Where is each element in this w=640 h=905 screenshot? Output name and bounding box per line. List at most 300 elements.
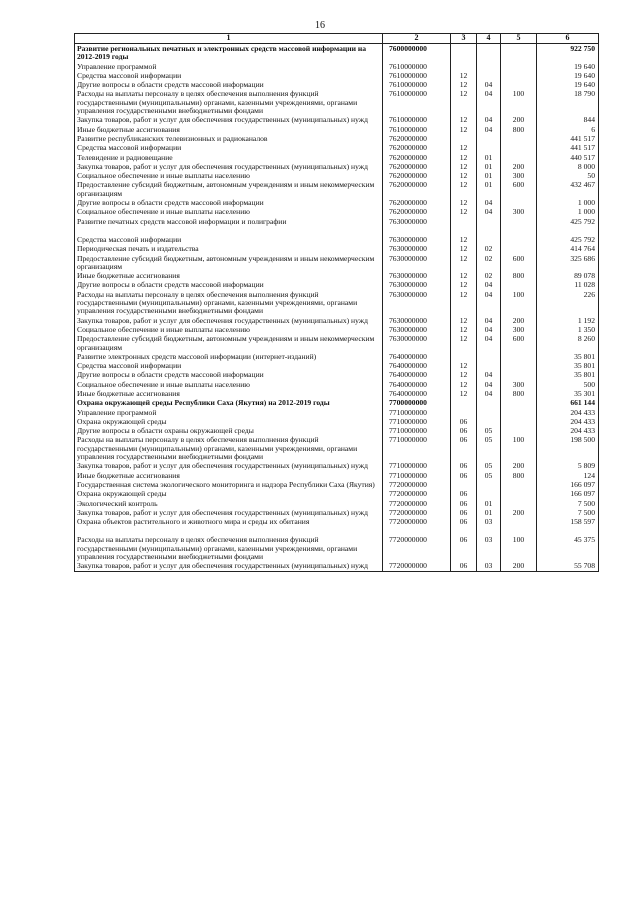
row-name: Расходы на выплаты персоналу в целях обеспечения выполнения функций государственными (муниципальными) органами, казенными учреждениями, органами управления государственными внебюджетными фондами (75, 290, 383, 316)
row-subsection: 01 (477, 508, 501, 517)
row-section: 12 (451, 198, 477, 207)
row-expense-type: 200 (501, 461, 537, 470)
row-amount: 18 790 (537, 89, 599, 115)
row-name: Развитие региональных печатных и электронных средств массовой информации на 2012-2019 годы (75, 44, 383, 62)
header-col-3: 3 (451, 34, 477, 44)
row-expense-type (501, 280, 537, 289)
row-name: Закупка товаров, работ и услуг для обеспечения государственных (муниципальных) нужд (75, 162, 383, 171)
row-expense-type (501, 143, 537, 152)
row-code: 7640000000 (383, 361, 451, 370)
table-row (75, 398, 599, 407)
row-subsection (477, 143, 501, 152)
row-subsection: 02 (477, 244, 501, 253)
table-row (75, 162, 599, 171)
table-row (75, 171, 599, 180)
row-code: 7630000000 (383, 271, 451, 280)
row-section: 12 (451, 207, 477, 216)
row-subsection: 02 (477, 271, 501, 280)
row-expense-type: 100 (501, 290, 537, 316)
row-expense-type (501, 361, 537, 370)
table-row (75, 271, 599, 280)
row-amount: 11 028 (537, 280, 599, 289)
row-section (451, 352, 477, 361)
row-code: 7640000000 (383, 352, 451, 361)
row-subsection: 01 (477, 499, 501, 508)
row-subsection: 04 (477, 89, 501, 115)
row-section: 12 (451, 71, 477, 80)
row-section: 12 (451, 171, 477, 180)
row-subsection: 04 (477, 370, 501, 379)
row-amount: 35 801 (537, 352, 599, 361)
row-subsection: 04 (477, 290, 501, 316)
row-name: Развитие печатных средств массовой информации и полиграфии (75, 217, 383, 235)
row-amount: 441 517 (537, 134, 599, 143)
table-row (75, 290, 599, 316)
row-expense-type (501, 499, 537, 508)
row-name: Управление программой (75, 62, 383, 71)
row-code: 7720000000 (383, 535, 451, 561)
row-section: 12 (451, 280, 477, 289)
row-subsection: 04 (477, 325, 501, 334)
row-name: Охрана объектов растительного и животного мира и среды их обитания (75, 517, 383, 535)
row-subsection (477, 134, 501, 143)
budget-table (74, 33, 599, 572)
row-subsection (477, 480, 501, 489)
row-amount: 6 (537, 125, 599, 134)
row-subsection: 04 (477, 334, 501, 352)
table-row (75, 198, 599, 207)
row-name: Средства массовой информации (75, 71, 383, 80)
row-expense-type: 300 (501, 207, 537, 216)
row-subsection: 04 (477, 207, 501, 216)
header-col-2: 2 (383, 34, 451, 44)
row-amount: 158 597 (537, 517, 599, 535)
row-subsection: 05 (477, 461, 501, 470)
row-amount: 198 500 (537, 435, 599, 461)
row-code: 7640000000 (383, 380, 451, 389)
row-code: 7610000000 (383, 125, 451, 134)
row-expense-type (501, 489, 537, 498)
table-row (75, 461, 599, 470)
row-code: 7610000000 (383, 89, 451, 115)
row-subsection: 04 (477, 380, 501, 389)
table-row (75, 244, 599, 253)
row-name: Другие вопросы в области средств массовой информации (75, 198, 383, 207)
row-name: Охрана окружающей среды Республики Саха (Якутия) на 2012-2019 годы (75, 398, 383, 407)
row-subsection (477, 235, 501, 244)
row-expense-type (501, 198, 537, 207)
row-name: Закупка товаров, работ и услуг для обеспечения государственных (муниципальных) нужд (75, 508, 383, 517)
row-name: Другие вопросы в области средств массовой информации (75, 80, 383, 89)
row-code: 7710000000 (383, 461, 451, 470)
row-name: Предоставление субсидий бюджетным, автономным учреждениям и иным некоммерческим организациям (75, 254, 383, 272)
row-code: 7720000000 (383, 480, 451, 489)
row-expense-type: 600 (501, 254, 537, 272)
row-amount: 1 000 (537, 198, 599, 207)
row-subsection: 03 (477, 561, 501, 571)
row-amount: 45 375 (537, 535, 599, 561)
row-section: 06 (451, 508, 477, 517)
table-row (75, 417, 599, 426)
row-subsection: 05 (477, 435, 501, 461)
row-subsection: 04 (477, 280, 501, 289)
row-amount: 204 433 (537, 417, 599, 426)
row-name: Закупка товаров, работ и услуг для обеспечения государственных (муниципальных) нужд (75, 115, 383, 124)
row-expense-type: 200 (501, 561, 537, 571)
row-code: 7610000000 (383, 62, 451, 71)
row-section: 06 (451, 426, 477, 435)
row-subsection: 05 (477, 426, 501, 435)
row-code: 7630000000 (383, 290, 451, 316)
row-section (451, 44, 477, 62)
row-expense-type (501, 426, 537, 435)
row-section: 06 (451, 561, 477, 571)
table-row (75, 180, 599, 198)
row-amount: 425 792 (537, 235, 599, 244)
row-section: 06 (451, 499, 477, 508)
row-name: Экологический контроль (75, 499, 383, 508)
row-code: 7630000000 (383, 254, 451, 272)
row-name: Другие вопросы в области средств массовой информации (75, 280, 383, 289)
row-amount: 35 801 (537, 370, 599, 379)
row-subsection: 01 (477, 162, 501, 171)
row-section: 12 (451, 125, 477, 134)
row-subsection (477, 489, 501, 498)
row-amount: 8 260 (537, 334, 599, 352)
row-expense-type: 800 (501, 125, 537, 134)
table-row (75, 153, 599, 162)
row-amount: 204 433 (537, 426, 599, 435)
row-section: 12 (451, 361, 477, 370)
row-code: 7720000000 (383, 499, 451, 508)
row-name: Закупка товаров, работ и услуг для обеспечения государственных (муниципальных) нужд (75, 461, 383, 470)
table-row (75, 80, 599, 89)
table-row (75, 561, 599, 571)
row-expense-type: 600 (501, 334, 537, 352)
row-expense-type (501, 398, 537, 407)
table-row (75, 254, 599, 272)
row-section: 12 (451, 254, 477, 272)
row-name: Охрана окружающей среды (75, 417, 383, 426)
row-amount: 432 467 (537, 180, 599, 198)
row-expense-type (501, 417, 537, 426)
row-name: Закупка товаров, работ и услуг для обеспечения государственных (муниципальных) нужд (75, 561, 383, 571)
row-amount: 414 764 (537, 244, 599, 253)
row-amount: 124 (537, 471, 599, 480)
row-expense-type: 600 (501, 180, 537, 198)
table-row (75, 143, 599, 152)
table-row (75, 389, 599, 398)
row-name: Социальное обеспечение и иные выплаты населению (75, 325, 383, 334)
row-name: Периодическая печать и издательства (75, 244, 383, 253)
table-row (75, 207, 599, 216)
table-row (75, 435, 599, 461)
row-name: Иные бюджетные ассигнования (75, 471, 383, 480)
row-expense-type (501, 235, 537, 244)
table-header (75, 34, 599, 44)
row-code: 7630000000 (383, 280, 451, 289)
row-code: 7620000000 (383, 198, 451, 207)
row-code: 7620000000 (383, 162, 451, 171)
row-subsection (477, 71, 501, 80)
table-body (75, 44, 599, 572)
row-amount: 19 640 (537, 80, 599, 89)
row-section: 06 (451, 417, 477, 426)
row-subsection (477, 217, 501, 235)
row-code: 7630000000 (383, 325, 451, 334)
row-name: Средства массовой информации (75, 361, 383, 370)
row-section: 12 (451, 334, 477, 352)
row-expense-type: 300 (501, 380, 537, 389)
row-section: 12 (451, 316, 477, 325)
row-code: 7620000000 (383, 143, 451, 152)
row-code: 7710000000 (383, 435, 451, 461)
table-row (75, 361, 599, 370)
table-row (75, 44, 599, 62)
header-row (75, 34, 599, 44)
table-row (75, 408, 599, 417)
row-name: Предоставление субсидий бюджетным, автономным учреждениям и иным некоммерческим организациям (75, 180, 383, 198)
row-expense-type (501, 44, 537, 62)
row-name: Телевидение и радиовещание (75, 153, 383, 162)
row-expense-type (501, 517, 537, 535)
row-section: 06 (451, 435, 477, 461)
row-section (451, 134, 477, 143)
row-subsection: 04 (477, 389, 501, 398)
row-amount: 440 517 (537, 153, 599, 162)
table-row (75, 480, 599, 489)
row-name: Предоставление субсидий бюджетным, автономным учреждениям и иным некоммерческим организациям (75, 334, 383, 352)
row-code: 7710000000 (383, 417, 451, 426)
row-code: 7630000000 (383, 316, 451, 325)
row-amount: 35 301 (537, 389, 599, 398)
row-amount: 55 708 (537, 561, 599, 571)
table-row (75, 370, 599, 379)
row-expense-type: 200 (501, 316, 537, 325)
row-section: 06 (451, 517, 477, 535)
row-name: Средства массовой информации (75, 143, 383, 152)
row-code: 7700000000 (383, 398, 451, 407)
table-row (75, 325, 599, 334)
table-row (75, 535, 599, 561)
row-name: Развитие электронных средств массовой информации (интернет-изданий) (75, 352, 383, 361)
row-section: 06 (451, 535, 477, 561)
row-code: 7710000000 (383, 408, 451, 417)
row-amount: 7 500 (537, 499, 599, 508)
table-row (75, 280, 599, 289)
row-name: Расходы на выплаты персоналу в целях обеспечения выполнения функций государственными (муниципальными) органами, казенными учреждениями, органами управления государственными внебюджетными фондами (75, 535, 383, 561)
row-section: 12 (451, 380, 477, 389)
row-subsection (477, 417, 501, 426)
row-name: Средства массовой информации (75, 235, 383, 244)
row-expense-type (501, 480, 537, 489)
row-code: 7610000000 (383, 80, 451, 89)
row-expense-type: 100 (501, 535, 537, 561)
row-name: Социальное обеспечение и иные выплаты населению (75, 380, 383, 389)
row-amount: 325 686 (537, 254, 599, 272)
table-row (75, 235, 599, 244)
row-expense-type (501, 217, 537, 235)
row-subsection: 01 (477, 180, 501, 198)
row-section (451, 398, 477, 407)
row-subsection (477, 352, 501, 361)
row-expense-type (501, 62, 537, 71)
table-row (75, 380, 599, 389)
header-col-4: 4 (477, 34, 501, 44)
row-name: Расходы на выплаты персоналу в целях обеспечения выполнения функций государственными (муниципальными) органами, казенными учреждениями, органами управления государственными внебюджетными фондами (75, 435, 383, 461)
row-section: 12 (451, 389, 477, 398)
table-row (75, 508, 599, 517)
row-section: 12 (451, 235, 477, 244)
row-amount: 5 809 (537, 461, 599, 470)
table-row (75, 134, 599, 143)
row-subsection: 04 (477, 80, 501, 89)
row-section: 12 (451, 143, 477, 152)
row-amount: 204 433 (537, 408, 599, 417)
row-section: 06 (451, 489, 477, 498)
row-expense-type: 200 (501, 115, 537, 124)
row-amount: 1 000 (537, 207, 599, 216)
row-code: 7630000000 (383, 334, 451, 352)
row-section: 12 (451, 115, 477, 124)
table-row (75, 426, 599, 435)
row-subsection: 04 (477, 316, 501, 325)
row-amount: 166 097 (537, 480, 599, 489)
row-amount: 7 500 (537, 508, 599, 517)
row-code: 7630000000 (383, 235, 451, 244)
row-expense-type: 800 (501, 389, 537, 398)
row-amount: 1 192 (537, 316, 599, 325)
row-section: 12 (451, 162, 477, 171)
header-col-1: 1 (75, 34, 383, 44)
row-section: 12 (451, 80, 477, 89)
row-amount: 500 (537, 380, 599, 389)
table-row (75, 89, 599, 115)
row-section: 06 (451, 471, 477, 480)
table-row (75, 489, 599, 498)
row-section: 06 (451, 461, 477, 470)
row-amount: 50 (537, 171, 599, 180)
row-code: 7720000000 (383, 508, 451, 517)
row-code: 7610000000 (383, 71, 451, 80)
row-code: 7620000000 (383, 171, 451, 180)
row-section (451, 62, 477, 71)
row-amount: 35 801 (537, 361, 599, 370)
row-code: 7630000000 (383, 217, 451, 235)
row-expense-type: 300 (501, 325, 537, 334)
row-expense-type (501, 134, 537, 143)
row-section (451, 408, 477, 417)
budget-table-wrapper (74, 33, 598, 572)
row-section (451, 217, 477, 235)
row-amount: 425 792 (537, 217, 599, 235)
row-section (451, 480, 477, 489)
row-section: 12 (451, 244, 477, 253)
row-subsection: 04 (477, 125, 501, 134)
row-subsection: 01 (477, 171, 501, 180)
row-amount: 19 640 (537, 62, 599, 71)
row-subsection (477, 398, 501, 407)
header-col-6: 6 (537, 34, 599, 44)
table-row (75, 471, 599, 480)
table-row (75, 334, 599, 352)
row-expense-type: 100 (501, 89, 537, 115)
row-name: Иные бюджетные ассигнования (75, 125, 383, 134)
row-code: 7600000000 (383, 44, 451, 62)
row-name: Закупка товаров, работ и услуг для обеспечения государственных (муниципальных) нужд (75, 316, 383, 325)
row-expense-type: 100 (501, 435, 537, 461)
row-amount: 166 097 (537, 489, 599, 498)
row-code: 7720000000 (383, 517, 451, 535)
row-expense-type (501, 80, 537, 89)
row-subsection: 04 (477, 198, 501, 207)
row-expense-type: 200 (501, 162, 537, 171)
table-row (75, 115, 599, 124)
row-name: Иные бюджетные ассигнования (75, 389, 383, 398)
row-amount: 226 (537, 290, 599, 316)
row-amount: 89 078 (537, 271, 599, 280)
row-code: 7620000000 (383, 153, 451, 162)
row-expense-type (501, 71, 537, 80)
table-row (75, 499, 599, 508)
row-subsection: 05 (477, 471, 501, 480)
row-section: 12 (451, 271, 477, 280)
row-expense-type: 200 (501, 508, 537, 517)
row-name: Развитие республиканских телевизионных и радиоканалов (75, 134, 383, 143)
row-code: 7620000000 (383, 180, 451, 198)
row-amount: 1 350 (537, 325, 599, 334)
row-amount: 441 517 (537, 143, 599, 152)
row-expense-type: 800 (501, 271, 537, 280)
row-section: 12 (451, 153, 477, 162)
row-subsection: 03 (477, 535, 501, 561)
row-subsection (477, 361, 501, 370)
row-subsection (477, 44, 501, 62)
row-code: 7610000000 (383, 115, 451, 124)
table-row (75, 125, 599, 134)
row-section: 12 (451, 89, 477, 115)
row-name: Управление программой (75, 408, 383, 417)
row-name: Охрана окружающей среды (75, 489, 383, 498)
row-name: Другие вопросы в области охраны окружающей среды (75, 426, 383, 435)
row-amount: 844 (537, 115, 599, 124)
row-expense-type (501, 244, 537, 253)
row-expense-type: 800 (501, 471, 537, 480)
table-row (75, 352, 599, 361)
row-code: 7710000000 (383, 471, 451, 480)
row-section: 12 (451, 290, 477, 316)
row-amount: 8 000 (537, 162, 599, 171)
table-row (75, 62, 599, 71)
row-code: 7640000000 (383, 389, 451, 398)
row-subsection: 02 (477, 254, 501, 272)
row-expense-type (501, 408, 537, 417)
row-subsection: 03 (477, 517, 501, 535)
table-row (75, 71, 599, 80)
row-subsection: 04 (477, 115, 501, 124)
row-section: 12 (451, 180, 477, 198)
row-code: 7630000000 (383, 244, 451, 253)
page-number: 16 (315, 20, 325, 31)
row-code: 7720000000 (383, 489, 451, 498)
table-row (75, 517, 599, 535)
row-code: 7710000000 (383, 426, 451, 435)
row-section: 12 (451, 325, 477, 334)
row-code: 7720000000 (383, 561, 451, 571)
row-amount: 661 144 (537, 398, 599, 407)
row-name: Социальное обеспечение и иные выплаты населению (75, 207, 383, 216)
row-section: 12 (451, 370, 477, 379)
